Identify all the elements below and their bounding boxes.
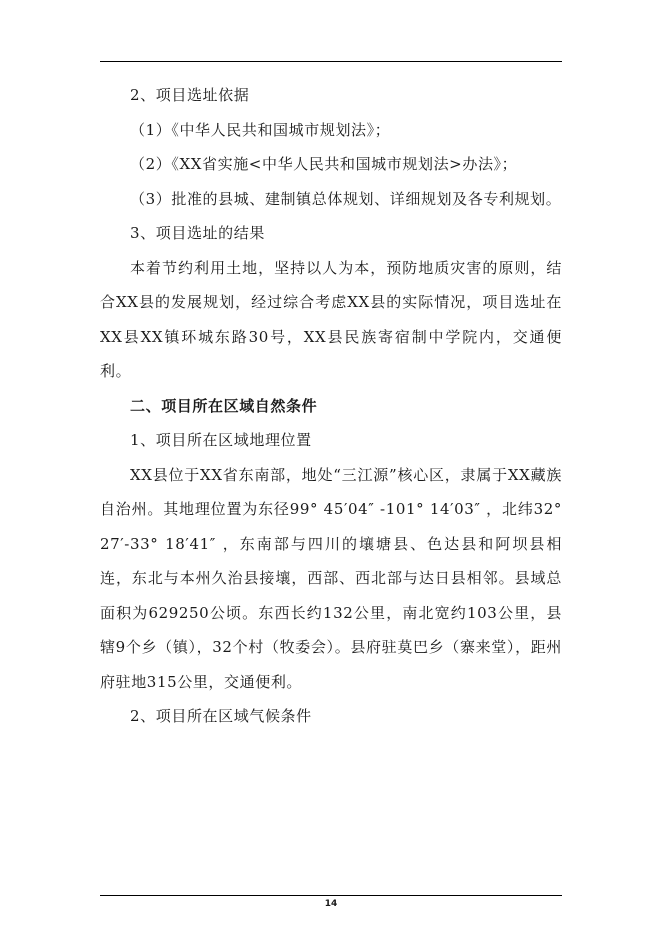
paragraph-site-result: 本着节约利用土地，坚持以人为本，预防地质灾害的原则，结合XX县的发展规划，经过综合考虑XX县的实际情况，项目选址在XX县XX镇环城东路30号，XX县民族寄宿制中学院内，交通便利。 <box>100 258 562 380</box>
footer-rule <box>100 895 562 896</box>
basis-item-1: （1）《中华人民共和国城市规划法》； <box>130 120 391 139</box>
subheading-geographic-location: 1、项目所在区域地理位置 <box>130 431 312 449</box>
subheading-site-result: 3、项目选址的结果 <box>130 224 265 242</box>
subheading-climate: 2、项目所在区域气候条件 <box>130 707 312 725</box>
basis-item-3: （3）批准的县城、建制镇总体规划、详细规划及各专利规划。 <box>130 189 562 208</box>
document-body <box>100 78 562 734</box>
header-rule <box>100 61 562 62</box>
section-heading-natural-conditions: 二、项目所在区域自然条件 <box>130 396 318 415</box>
paragraph-geographic-location: XX县位于XX省东南部，地处“三江源”核心区，隶属于XX藏族自治州。其地理位置为东径99° 45′04″ -101° 14′03″ ，北纬32° 27′-33° 18′41″ ，东南部与四川的壤塘县、色达县和阿坝县相连，东北与本州久治县接壤，西部、西北部与达日县相邻。县域总面积为629250公顷。东西长约132公里，南北宽约103公里，县辖9个乡（镇），32个村（牧委会）。县府驻莫巴乡（寨来堂），距州府驻地315公里，交通便利。 <box>100 465 562 691</box>
basis-item-2: （2）《XX省实施<中华人民共和国城市规划法>办法》； <box>130 155 518 173</box>
subheading-site-basis: 2、项目选址依据 <box>130 86 250 104</box>
page-number: 14 <box>324 899 338 909</box>
